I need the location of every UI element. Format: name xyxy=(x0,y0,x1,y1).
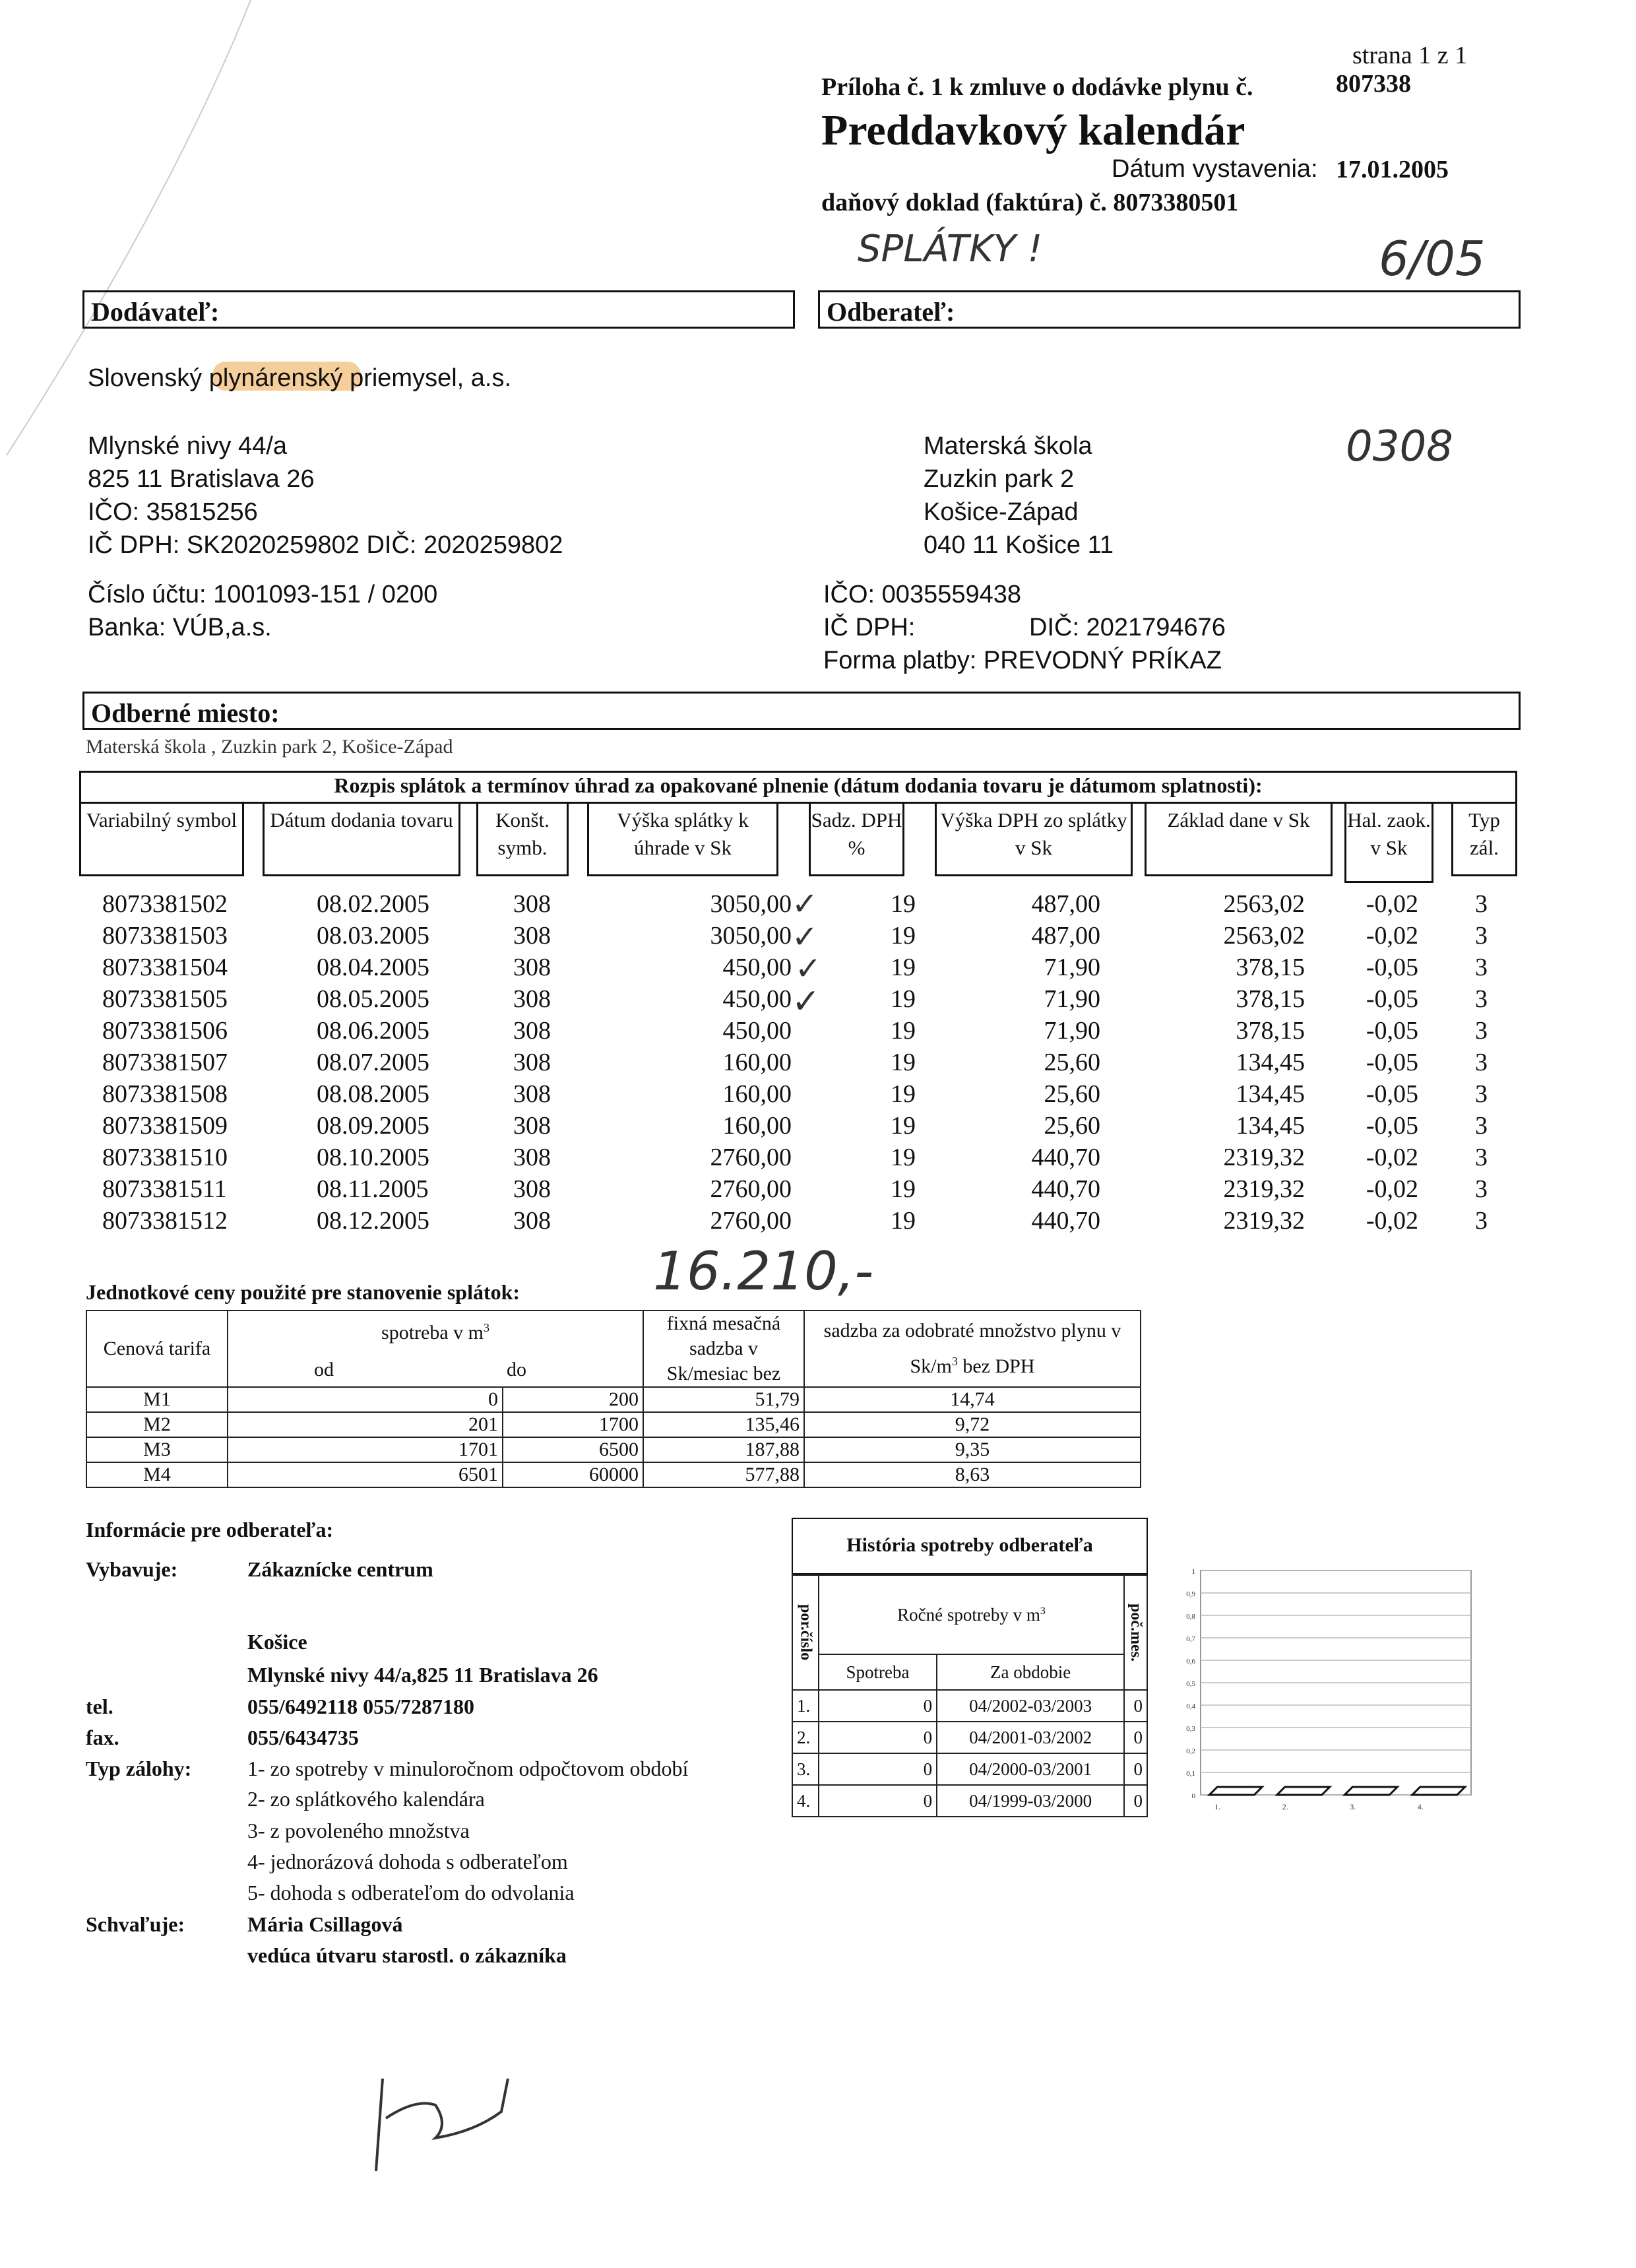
schedule-cell: 487,00 xyxy=(1031,922,1100,950)
tariff-cell: 6500 xyxy=(503,1437,643,1462)
tariff-cell: 187,88 xyxy=(643,1437,804,1462)
page-number: strana 1 z 1 xyxy=(1352,42,1468,69)
attachment-title: Príloha č. 1 k zmluve o dodávke plynu č. xyxy=(821,73,1253,101)
chart-x-tick: 1. xyxy=(1214,1802,1221,1811)
schedule-cell: -0,05 xyxy=(1366,1080,1418,1108)
schedule-cell: 308 xyxy=(513,954,551,981)
supplier-account: Číslo účtu: 1001093-151 / 0200 xyxy=(88,581,438,608)
schedule-cell: 8073381510 xyxy=(102,1144,228,1171)
tariff-row xyxy=(86,1462,1141,1487)
tariff-cell: 200 xyxy=(503,1387,643,1412)
history-cell: 0 xyxy=(819,1722,937,1753)
schedule-cell: 160,00 xyxy=(722,1080,792,1108)
schedule-col-header: Výška DPH zo splátky v Sk xyxy=(935,804,1133,876)
schedule-row xyxy=(79,1080,1517,1111)
tariff-cell: 9,35 xyxy=(804,1437,1141,1462)
tariff-header-tariff: Cenová tarifa xyxy=(86,1311,228,1387)
schedule-cell: 3 xyxy=(1475,1207,1488,1235)
schedule-cell: -0,05 xyxy=(1366,985,1418,1013)
schedule-cell: 308 xyxy=(513,1049,551,1076)
contract-number: 807338 xyxy=(1336,70,1411,98)
tariff-cell: 14,74 xyxy=(804,1387,1141,1412)
consumption-chart xyxy=(1161,1557,1491,1821)
schedule-cell: 8073381505 xyxy=(102,985,228,1013)
schedule-cell: 2319,32 xyxy=(1223,1175,1305,1203)
chart-x-tick: 4. xyxy=(1417,1802,1424,1811)
schedule-cell: 8073381504 xyxy=(102,954,228,981)
tariff-cell: M2 xyxy=(86,1412,228,1437)
schedule-cell: 378,15 xyxy=(1236,954,1305,981)
tariff-cell: M3 xyxy=(86,1437,228,1462)
tariff-header-from: od xyxy=(228,1353,503,1387)
schedule-title: Rozpis splátok a termínov úhrad za opakované plnenie (dátum dodania tovaru je dátumom splatnosti): xyxy=(334,773,1263,797)
chart-x-tick: 3. xyxy=(1350,1802,1356,1811)
history-cell: 0 xyxy=(1124,1690,1147,1722)
tariff-cell: 201 xyxy=(228,1412,503,1437)
schedule-cell: 19 xyxy=(891,1175,916,1203)
issue-date: 17.01.2005 xyxy=(1336,156,1449,183)
deposit-type-5: 5- dohoda s odberateľom do odvolania xyxy=(247,1881,575,1904)
schedule-cell: -0,05 xyxy=(1366,1112,1418,1140)
schedule-cell: 19 xyxy=(891,890,916,918)
history-cell: 4. xyxy=(792,1785,819,1817)
fax-value: 055/6434735 xyxy=(247,1726,359,1749)
handled-city: Košice xyxy=(247,1630,307,1654)
tariff-caption: Jednotkové ceny použité pre stanovenie splátok: xyxy=(86,1280,520,1304)
history-cell: 2. xyxy=(792,1722,819,1753)
schedule-cell: 71,90 xyxy=(1044,1017,1100,1045)
history-header-num: por.číslo xyxy=(792,1575,819,1690)
schedule-cell: 440,70 xyxy=(1031,1207,1100,1235)
schedule-cell: 160,00 xyxy=(722,1049,792,1076)
chart-y-tick: 0,4 xyxy=(1186,1702,1195,1710)
customer-name: Materská škola xyxy=(924,432,1092,460)
schedule-col-header: Sadz. DPH % xyxy=(809,804,904,876)
schedule-row xyxy=(79,1206,1517,1238)
schedule-cell: 8073381506 xyxy=(102,1017,228,1045)
tariff-header-fixed: fixná mesačná sadzba v Sk/mesiac bez xyxy=(643,1311,804,1387)
schedule-cell: 487,00 xyxy=(1031,890,1100,918)
history-row xyxy=(792,1753,1147,1785)
history-header-annual: Ročné spotreby v $m^3$ xyxy=(819,1575,1124,1654)
schedule-cell: 3 xyxy=(1475,922,1488,950)
schedule-cell: 19 xyxy=(891,1080,916,1108)
chart-bar xyxy=(1209,1787,1262,1795)
schedule-cell: 19 xyxy=(891,1207,916,1235)
schedule-cell: 19 xyxy=(891,954,916,981)
supplier-name: Slovenský plynárenský priemysel, a.s. xyxy=(88,364,512,392)
schedule-cell: 308 xyxy=(513,1144,551,1171)
schedule-cell: 08.06.2005 xyxy=(317,1017,429,1045)
history-cell: 0 xyxy=(1124,1785,1147,1817)
chart-y-tick: 0,1 xyxy=(1186,1770,1195,1778)
schedule-cell: 3 xyxy=(1475,1017,1488,1045)
tariff-cell: M1 xyxy=(86,1387,228,1412)
tariff-row xyxy=(86,1387,1141,1412)
customer-payment: Forma platby: PREVODNÝ PRÍKAZ xyxy=(823,647,1222,674)
tariff-rows xyxy=(86,1387,1141,1487)
delivery-point-address: Materská škola , Zuzkin park 2, Košice-Západ xyxy=(86,736,453,758)
schedule-cell: 134,45 xyxy=(1236,1049,1305,1076)
schedule-cell: 8073381503 xyxy=(102,922,228,950)
checkmark: ✓ xyxy=(795,950,822,987)
customer-icdph: IČ DPH: xyxy=(823,614,916,641)
customer-label: Odberateľ: xyxy=(818,290,1521,329)
signature xyxy=(356,2059,528,2178)
history-title: História spotreby odberateľa xyxy=(792,1518,1148,1574)
checkmark: ✓ xyxy=(792,919,819,956)
chart-y-tick: 0,2 xyxy=(1186,1747,1195,1755)
schedule-cell: -0,02 xyxy=(1366,890,1418,918)
schedule-cell: 308 xyxy=(513,922,551,950)
customer-city: 040 11 Košice 11 xyxy=(924,531,1114,559)
schedule-cell: 3050,00 xyxy=(710,922,792,950)
history-cell: 04/1999-03/2000 xyxy=(937,1785,1124,1817)
tariff-cell: 135,46 xyxy=(643,1412,804,1437)
schedule-cell: 2760,00 xyxy=(710,1144,792,1171)
schedule-cell: 160,00 xyxy=(722,1112,792,1140)
history-row xyxy=(792,1722,1147,1753)
tariff-cell: 51,79 xyxy=(643,1387,804,1412)
tel-value: 055/6492118 055/7287180 xyxy=(247,1695,475,1718)
schedule-cell: 19 xyxy=(891,1049,916,1076)
schedule-cell: 8073381509 xyxy=(102,1112,228,1140)
schedule-cell: 08.04.2005 xyxy=(317,954,429,981)
schedule-col-header: Hal. zaok. v Sk xyxy=(1344,804,1433,883)
handwritten-note-code: 0308 xyxy=(1346,422,1453,471)
schedule-cell: 2760,00 xyxy=(710,1175,792,1203)
chart-y-tick: 0,5 xyxy=(1186,1680,1195,1688)
deposit-type-2: 2- zo splátkového kalendára xyxy=(247,1787,485,1811)
schedule-cell: 71,90 xyxy=(1044,954,1100,981)
scan-artifact xyxy=(0,0,277,462)
history-cell: 0 xyxy=(819,1785,937,1817)
schedule-col-header: Konšt. symb. xyxy=(476,804,569,876)
schedule-cell: 3050,00 xyxy=(710,890,792,918)
history-header-consumption: Spotreba xyxy=(819,1654,937,1690)
chart-bar xyxy=(1277,1787,1330,1795)
supplier-ico: IČO: 35815256 xyxy=(88,498,258,526)
customer-street: Zuzkin park 2 xyxy=(924,465,1075,493)
schedule-row xyxy=(79,1175,1517,1206)
schedule-cell: 3 xyxy=(1475,985,1488,1013)
schedule-cell: 19 xyxy=(891,1112,916,1140)
chart-y-tick: 0,8 xyxy=(1186,1613,1195,1621)
schedule-cell: 71,90 xyxy=(1044,985,1100,1013)
handled-value: Zákaznícke centrum xyxy=(247,1557,433,1581)
chart-bar xyxy=(1344,1787,1397,1795)
customer-district: Košice-Západ xyxy=(924,498,1079,526)
tariff-cell: 60000 xyxy=(503,1462,643,1487)
tariff-header-to: do xyxy=(503,1353,643,1387)
schedule-col-header: Výška splátky k úhrade v Sk xyxy=(587,804,778,876)
checkmark: ✓ xyxy=(792,982,821,1021)
chart-x-tick: 2. xyxy=(1282,1802,1288,1811)
schedule-row xyxy=(79,1111,1517,1143)
customer-dic: DIČ: 2021794676 xyxy=(1029,614,1226,641)
chart-y-tick: 0,3 xyxy=(1186,1725,1195,1733)
deposit-type-4: 4- jednorázová dohoda s odberateľom xyxy=(247,1850,568,1873)
history-cell: 0 xyxy=(819,1690,937,1722)
schedule-cell: 3 xyxy=(1475,1144,1488,1171)
issue-date-label: Dátum vystavenia: xyxy=(1112,155,1318,183)
handwritten-total: 16.210,- xyxy=(653,1241,874,1302)
schedule-cell: 25,60 xyxy=(1044,1112,1100,1140)
schedule-cell: 2319,32 xyxy=(1223,1207,1305,1235)
tariff-header-rate: sadzba za odobraté množstvo plynu v $Sk/m^3$ bez DPH xyxy=(804,1311,1141,1387)
schedule-cell: 25,60 xyxy=(1044,1049,1100,1076)
schedule-cell: 134,45 xyxy=(1236,1080,1305,1108)
history-row xyxy=(792,1785,1147,1817)
schedule-cell: -0,02 xyxy=(1366,1207,1418,1235)
schedule-cell: -0,05 xyxy=(1366,1049,1418,1076)
history-row xyxy=(792,1690,1147,1722)
checkmark: ✓ xyxy=(792,886,819,923)
history-cell: 0 xyxy=(1124,1722,1147,1753)
schedule-cell: 08.10.2005 xyxy=(317,1144,429,1171)
schedule-cell: 308 xyxy=(513,1112,551,1140)
tariff-row xyxy=(86,1437,1141,1462)
tariff-cell: 6501 xyxy=(228,1462,503,1487)
schedule-cell: 3 xyxy=(1475,890,1488,918)
history-table xyxy=(792,1574,1148,1817)
handled-label: Vybavuje: xyxy=(86,1557,178,1581)
schedule-col-header: Dátum dodania tovaru xyxy=(263,804,460,876)
delivery-point-label: Odberné miesto: xyxy=(82,692,1521,730)
tariff-row xyxy=(86,1412,1141,1437)
supplier-bank: Banka: VÚB,a.s. xyxy=(88,614,272,641)
schedule-cell: 308 xyxy=(513,1017,551,1045)
schedule-cell: 134,45 xyxy=(1236,1112,1305,1140)
schedule-cell: 08.03.2005 xyxy=(317,922,429,950)
schedule-cell: 308 xyxy=(513,985,551,1013)
schedule-cell: 08.07.2005 xyxy=(317,1049,429,1076)
history-cell: 0 xyxy=(1124,1753,1147,1785)
schedule-cell: 3 xyxy=(1475,1175,1488,1203)
schedule-cell: 3 xyxy=(1475,954,1488,981)
schedule-cell: 08.12.2005 xyxy=(317,1207,429,1235)
schedule-col-header: Základ dane v Sk xyxy=(1145,804,1333,876)
approved-label: Schvaľuje: xyxy=(86,1912,185,1936)
handled-address: Mlynské nivy 44/a,825 11 Bratislava 26 xyxy=(247,1663,598,1687)
schedule-cell: 2563,02 xyxy=(1223,922,1305,950)
schedule-cell: 08.05.2005 xyxy=(317,985,429,1013)
schedule-cell: 08.09.2005 xyxy=(317,1112,429,1140)
schedule-cell: 19 xyxy=(891,985,916,1013)
schedule-cell: 8073381511 xyxy=(102,1175,227,1203)
schedule-cell: 3 xyxy=(1475,1049,1488,1076)
history-header-period: Za obdobie xyxy=(937,1654,1124,1690)
schedule-cell: 440,70 xyxy=(1031,1144,1100,1171)
schedule-cell: 378,15 xyxy=(1236,1017,1305,1045)
schedule-cell: 440,70 xyxy=(1031,1175,1100,1203)
deposit-type-label: Typ zálohy: xyxy=(86,1757,192,1780)
chart-y-tick: 0,7 xyxy=(1186,1635,1195,1643)
document-title: Preddavkový kalendár xyxy=(821,106,1245,154)
supplier-icdph: IČ DPH: SK2020259802 DIČ: 2020259802 xyxy=(88,531,563,559)
supplier-street: Mlynské nivy 44/a xyxy=(88,432,288,460)
schedule-cell: 2319,32 xyxy=(1223,1144,1305,1171)
history-cell: 1. xyxy=(792,1690,819,1722)
schedule-cell: -0,05 xyxy=(1366,954,1418,981)
schedule-cell: 08.02.2005 xyxy=(317,890,429,918)
schedule-col-header: Typ zál. xyxy=(1451,804,1517,876)
history-cell: 04/2002-03/2003 xyxy=(937,1690,1124,1722)
approved-name: Mária Csillagová xyxy=(247,1912,403,1936)
schedule-cell: 19 xyxy=(891,922,916,950)
invoice-number: daňový doklad (faktúra) č. 8073380501 xyxy=(821,189,1239,216)
schedule-cell: -0,05 xyxy=(1366,1017,1418,1045)
schedule-cell: 08.11.2005 xyxy=(317,1175,429,1203)
schedule-cell: -0,02 xyxy=(1366,922,1418,950)
schedule-cell: 450,00 xyxy=(722,954,792,981)
tel-label: tel. xyxy=(86,1695,113,1718)
history-rows xyxy=(792,1690,1147,1817)
tariff-cell: 8,63 xyxy=(804,1462,1141,1487)
schedule-cell: 8073381512 xyxy=(102,1207,228,1235)
chart-y-tick: 0,6 xyxy=(1186,1658,1195,1666)
schedule-cell: -0,02 xyxy=(1366,1175,1418,1203)
tariff-table xyxy=(86,1310,1141,1488)
schedule-cell: 2563,02 xyxy=(1223,890,1305,918)
schedule-cell: -0,02 xyxy=(1366,1144,1418,1171)
supplier-label: Dodávateľ: xyxy=(82,290,795,329)
schedule-cell: 8073381508 xyxy=(102,1080,228,1108)
schedule-cell: 19 xyxy=(891,1144,916,1171)
schedule-col-header: Variabilný symbol xyxy=(79,804,244,876)
history-cell: 0 xyxy=(819,1753,937,1785)
history-cell: 3. xyxy=(792,1753,819,1785)
tariff-cell: 0 xyxy=(228,1387,503,1412)
schedule-cell: 3 xyxy=(1475,1080,1488,1108)
handwritten-note-splatky: SPLÁTKY ! xyxy=(858,228,1043,271)
chart-y-tick: 1 xyxy=(1191,1568,1195,1576)
schedule-cell: 450,00 xyxy=(722,1017,792,1045)
schedule-row xyxy=(79,1143,1517,1175)
schedule-row xyxy=(79,1048,1517,1080)
history-cell: 04/2000-03/2001 xyxy=(937,1753,1124,1785)
tariff-cell: 577,88 xyxy=(643,1462,804,1487)
schedule-cell: 308 xyxy=(513,1080,551,1108)
tariff-cell: 9,72 xyxy=(804,1412,1141,1437)
schedule-cell: 308 xyxy=(513,1175,551,1203)
schedule-cell: 08.08.2005 xyxy=(317,1080,429,1108)
info-title: Informácie pre odberateľa: xyxy=(86,1518,334,1541)
schedule-cell: 19 xyxy=(891,1017,916,1045)
handwritten-note-period: 6/05 xyxy=(1379,231,1486,286)
chart-y-tick: 0 xyxy=(1191,1792,1195,1800)
schedule-cell: 308 xyxy=(513,890,551,918)
schedule-cell: 308 xyxy=(513,1207,551,1235)
tariff-cell: 1700 xyxy=(503,1412,643,1437)
fax-label: fax. xyxy=(86,1726,119,1749)
schedule-cell: 8073381502 xyxy=(102,890,228,918)
approved-role: vedúca útvaru starostl. o zákazníka xyxy=(247,1943,567,1967)
schedule-cell: 378,15 xyxy=(1236,985,1305,1013)
tariff-cell: 1701 xyxy=(228,1437,503,1462)
chart-y-tick: 0,9 xyxy=(1186,1590,1195,1598)
history-header-months: poč.mes. xyxy=(1124,1575,1147,1690)
schedule-cell: 8073381507 xyxy=(102,1049,228,1076)
history-cell: 04/2001-03/2002 xyxy=(937,1722,1124,1753)
chart-bar xyxy=(1412,1787,1465,1795)
deposit-type-3: 3- z povoleného množstva xyxy=(247,1819,470,1842)
schedule-cell: 25,60 xyxy=(1044,1080,1100,1108)
deposit-type-1: 1- zo spotreby v minuloročnom odpočtovom období xyxy=(247,1757,689,1780)
supplier-city: 825 11 Bratislava 26 xyxy=(88,465,315,493)
schedule-cell: 3 xyxy=(1475,1112,1488,1140)
schedule-cell: 450,00 xyxy=(722,985,792,1013)
tariff-header-consumption: spotreba v $m^3$ xyxy=(228,1311,643,1353)
customer-ico: IČO: 0035559438 xyxy=(823,581,1022,608)
schedule-cell: 2760,00 xyxy=(710,1207,792,1235)
tariff-cell: M4 xyxy=(86,1462,228,1487)
